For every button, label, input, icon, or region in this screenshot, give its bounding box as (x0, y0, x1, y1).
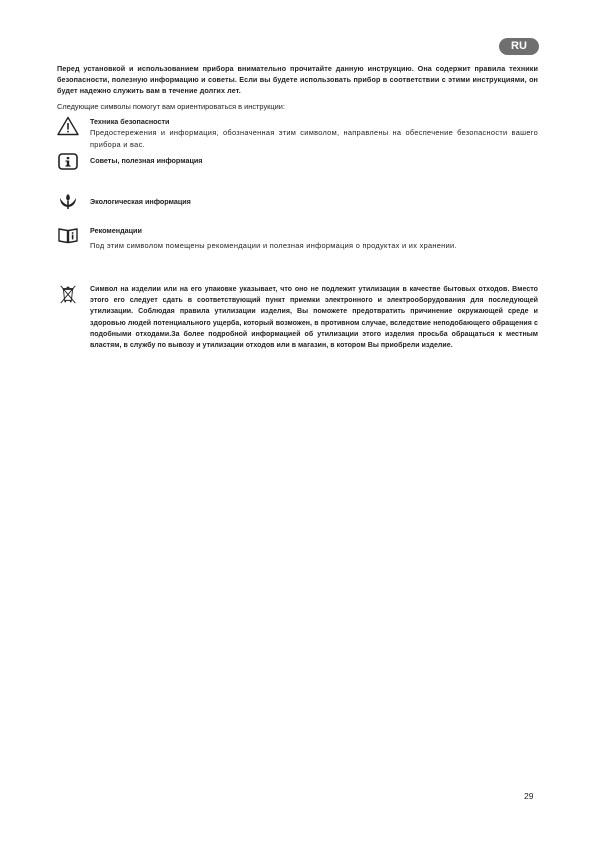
recommendations-text: Под этим символом помещены рекомендации и полезная информация о продуктах и их хранении. (90, 241, 457, 250)
page-number: 29 (524, 791, 534, 801)
symbols-lead-text: Следующие символы помогут вам ориентироваться в инструкции: (57, 102, 285, 111)
language-badge: RU (499, 38, 539, 55)
safety-text: Предостережения и информация, обозначенная этим символом, направлены на обеспечение безопасности вашего прибора и вас. (90, 128, 538, 149)
tips-title: Советы, полезная информация (90, 156, 203, 165)
recommendations-title: Рекомендации (90, 226, 142, 235)
safety-title: Техника безопасности (90, 117, 170, 126)
crossed-bin-icon (57, 284, 79, 304)
eco-flower-icon (57, 191, 79, 211)
weee-disposal-text: Символ на изделии или на его упаковке указывает, что оно не подлежит утилизации в качестве бытовых отходов. Вместо этого его следует сдать в соответствующий пункт приемки электронного и электрооборудования для последующей утилизации. Соблюдая правила утилизации изделия, Вы поможете предотвратить причинение окружающей среде и здоровью людей потенциального ущерба, который возможен, в противном случае, вследствие неподобающего обращения с подобными отходами.За более подробной информацией об утилизации этого изделия просьба обращаться к местным властям, в службу по вывозу и утилизации отходов или в магазин, в котором Вы приобрели изделие. (90, 286, 538, 350)
open-book-icon (57, 225, 79, 245)
warning-triangle-icon (57, 116, 79, 136)
info-icon (57, 152, 79, 172)
intro-paragraph: Перед установкой и использованием прибора внимательно прочитайте данную инструкцию. Она содержит правила техники безопасности, полезную информацию и советы. Если вы будете использовать прибор в соответствии с этими инструкциями, он будет надежно служить вам в течение долгих лет. (57, 64, 538, 95)
eco-title: Экологическая информация (90, 197, 191, 206)
